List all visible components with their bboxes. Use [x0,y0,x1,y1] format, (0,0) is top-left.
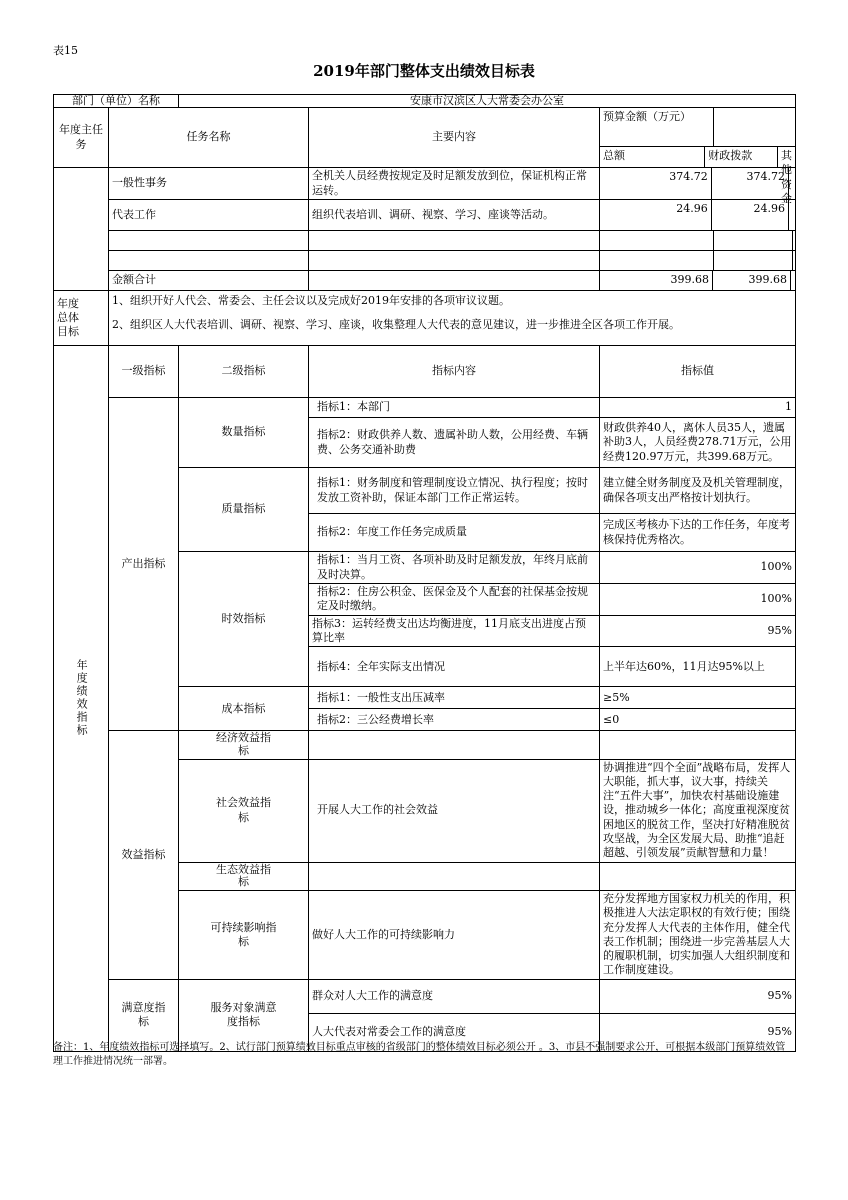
indicator-content: 指标1：当月工资、各项补助及时足额发放，年终月底前及时决算。 [309,552,600,584]
indicator-content [309,731,600,759]
overall-goal-2: 2、组织区人大代表培训、调研、视察、学习、座谈，收集整理人大代表的意见建议，进一步推进全区各项工作开展。 [112,318,680,332]
quantity-indicator-label: 数量指标 [179,398,309,468]
fiscal-header: 财政拨款 [705,147,778,167]
level1-header: 一级指标 [109,346,179,398]
table-number-label: 表15 [53,44,78,57]
task-content-empty [309,251,600,271]
task-other [789,200,795,230]
indicator-value: 100% [600,584,796,616]
task-content: 全机关人员经费按规定及时足额发放到位，保证机构正常运转。 [309,168,600,200]
page-title: 2019年部门整体支出绩效目标表 [313,62,535,80]
total-header: 总额 [600,147,705,167]
service-satisfaction-label: 服务对象满意度指标 [179,979,309,1051]
level2-header: 二级指标 [179,346,309,398]
sum-label: 金额合计 [109,271,309,291]
footnote: 备注：1、年度绩效指标可选择填写。2、试行部门预算绩效目标重点审核的省级部门的整体绩效目标必须公开 。3、市县不强制要求公开，可根据本级部门预算绩效管理工作推进情况统一部署。 [53,1042,786,1067]
cost-indicator-label: 成本指标 [179,687,309,731]
task-content: 组织代表培训、调研、视察、学习、座谈等活动。 [309,200,600,231]
indicator-value: ≥5% [600,687,796,709]
indicator-content: 指标2：财政供养人数、遗属补助人数，公用经费、车辆费、公务交通补助费 [309,418,600,468]
indicator-content: 人大代表对常委会工作的满意度 [309,1013,600,1051]
indicator-value: 95% [600,615,796,647]
indicator-value: 95% [600,979,796,1013]
task-name-empty [109,251,309,271]
ecological-indicator-label: 生态效益指标 [179,862,309,890]
task-total: 374.72 [600,168,712,199]
indicator-content: 指标1：财务制度和管理制度设立情况、执行程度；按时发放工资补助，保证本部门工作正常运转。 [309,468,600,514]
task-name-empty [109,231,309,251]
indicator-value: 上半年达60%，11月达95%以上 [600,647,796,687]
indicator-content: 指标2：年度工作任务完成质量 [309,514,600,552]
performance-indicator-label: 年度绩效指标 [54,346,109,1052]
task-name: 一般性事务 [109,168,309,200]
value-header: 指标值 [600,346,796,398]
quality-indicator-label: 质量指标 [179,468,309,552]
indicator-value: 协调推进“四个全面”战略布局，发挥人大职能，抓大事，议大事，持续关注“五件大事”，加快农村基础设施建设，推动城乡一体化；高度重视深度贫困地区的脱贫工作，坚决打好精准脱贫攻坚战，为全区发展大局、助推“追赶超越、引领发展”贡献智慧和力量！ [600,759,796,862]
sum-total: 399.68 [600,271,713,290]
task-content-empty [309,231,600,251]
satisfaction-indicator-label: 满意度指标 [109,979,179,1051]
task-total: 24.96 [600,200,712,230]
indicator-value: ≤0 [600,709,796,731]
content-header: 指标内容 [309,346,600,398]
task-other [789,168,795,199]
indicator-value: 95% [600,1013,796,1051]
sustainable-indicator-label: 可持续影响指标 [179,890,309,979]
budget-header-label: 预算金额（万元） [603,110,691,124]
indicator-content: 开展人大工作的社会效益 [309,759,600,862]
performance-table [53,94,796,1052]
indicator-content [309,862,600,890]
indicator-value [600,731,796,759]
indicator-content: 指标3：运转经费支出达均衡进度，11月底支出进度占预算比率 [309,615,600,647]
indicator-value: 完成区考核办下达的工作任务，年度考核保持优秀格次。 [600,514,796,552]
benefit-indicator-label: 效益指标 [109,731,179,979]
task-fiscal: 24.96 [712,200,789,230]
indicator-value: 建立健全财务制度及及机关管理制度，确保各项支出严格按计划执行。 [600,468,796,514]
timeliness-indicator-label: 时效指标 [179,552,309,687]
annual-task-header: 年度主任务 [54,108,109,168]
task-name-header: 任务名称 [109,108,309,168]
social-indicator-label: 社会效益指标 [179,759,309,862]
dept-label: 部门（单位）名称 [54,95,179,108]
indicator-content: 指标4：全年实际支出情况 [309,647,600,687]
overall-goal-label: 年度总体目标 [54,291,109,346]
indicator-value: 100% [600,552,796,584]
task-name: 代表工作 [109,200,309,231]
indicator-content: 指标2：三公经费增长率 [309,709,600,731]
indicator-content: 群众对人大工作的满意度 [309,979,600,1013]
indicator-value: 财政供养40人，离休人员35人，遗属补助3人，人员经费278.71万元，公用经费120.97万元，共399.68万元。 [600,418,796,468]
indicator-value [600,862,796,890]
indicator-content: 做好人大工作的可持续影响力 [309,890,600,979]
economic-indicator-label: 经济效益指标 [179,731,309,759]
sum-content-empty [309,271,600,291]
task-fiscal: 374.72 [712,168,789,199]
indicator-value: 充分发挥地方国家权力机关的作用，积极推进人大法定职权的有效行使；围绕充分发挥人大代表的主体作用，健全代表工作机制；围绕进一步完善基层人大的履职机制，切实加强人大组织制度和工作制度建设。 [600,890,796,979]
main-content-header: 主要内容 [309,108,600,168]
output-indicator-label: 产出指标 [109,398,179,731]
annual-task-blank [54,168,109,291]
indicator-value: 1 [600,398,796,418]
overall-goal-1: 1、组织开好人代会、常委会、主任会议以及完成好2019年安排的各项审议议题。 [112,294,510,308]
budget-header [600,108,796,147]
indicator-content: 指标1：本部门 [309,398,600,418]
indicator-content: 指标1：一般性支出压减率 [309,687,600,709]
dept-value: 安康市汉滨区人大常委会办公室 [179,95,796,108]
indicator-content: 指标2：住房公积金、医保金及个人配套的社保基金按规定及时缴纳。 [309,584,600,616]
sum-fiscal: 399.68 [713,271,791,290]
other-header: 其他资金 [781,149,792,205]
